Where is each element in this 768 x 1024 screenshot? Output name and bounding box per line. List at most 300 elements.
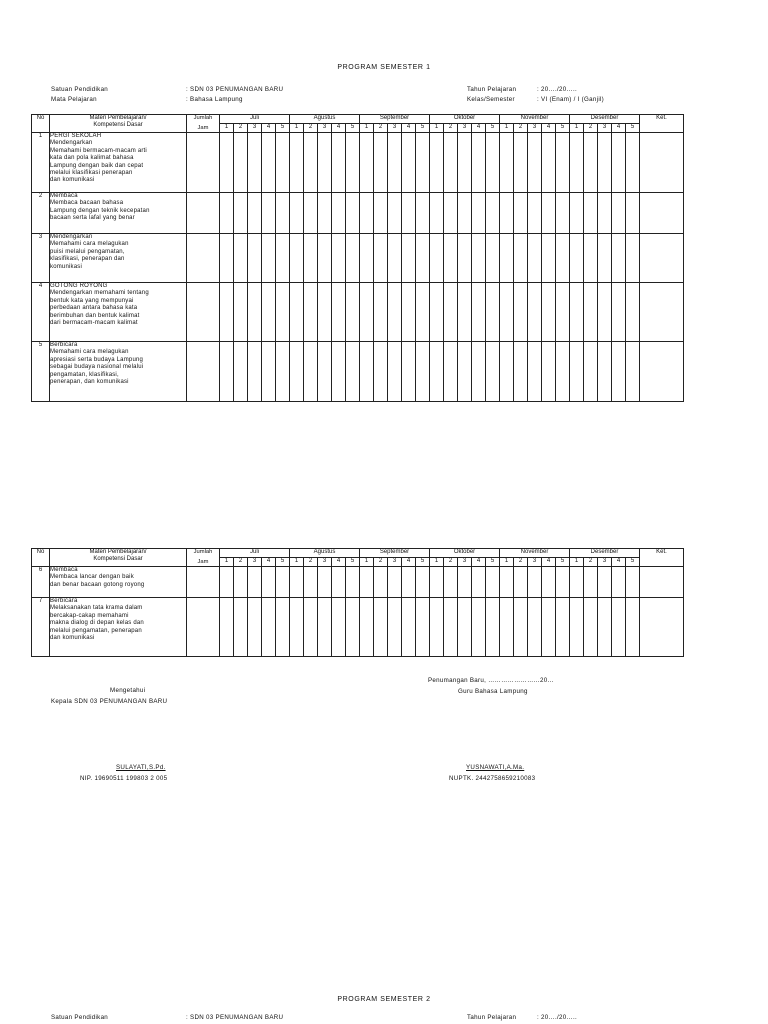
week-cell	[528, 598, 542, 657]
materi-line: melalui pengamatan, penerapan	[50, 627, 142, 634]
materi-line: penerapan, dan komunikasi	[50, 379, 129, 386]
week-cell	[486, 567, 500, 598]
week-cell	[626, 567, 640, 598]
week-cell	[248, 283, 262, 342]
week-cell	[556, 598, 570, 657]
mapel-label: Mata Pelajaran	[51, 96, 97, 103]
week-cell	[444, 133, 458, 193]
header-week: 1	[360, 558, 374, 567]
materi-line: dan komunikasi	[50, 177, 95, 184]
week-cell	[388, 567, 402, 598]
week-cell	[556, 567, 570, 598]
guru-name: YUSNAWATI,A.Ma.	[466, 764, 525, 771]
materi-line: Memahami bermacam-macam arti	[50, 147, 147, 154]
week-cell	[626, 133, 640, 193]
week-cell	[598, 598, 612, 657]
week-cell	[416, 234, 430, 283]
row-materi	[50, 567, 187, 598]
week-cell	[556, 193, 570, 234]
week-cell	[318, 234, 332, 283]
week-cell	[402, 283, 416, 342]
week-cell	[444, 342, 458, 402]
week-cell	[360, 283, 374, 342]
header-week: 1	[500, 558, 514, 567]
guru-title: Guru Bahasa Lampung	[458, 688, 528, 695]
row-materi	[50, 283, 187, 342]
materi-line: Memahami cara melagukan	[50, 241, 129, 248]
week-cell	[612, 598, 626, 657]
week-cell	[612, 193, 626, 234]
table-row	[32, 193, 684, 234]
week-cell	[556, 283, 570, 342]
week-cell	[598, 193, 612, 234]
row-materi	[50, 234, 187, 283]
header-jumlah-jam	[187, 115, 220, 133]
header-week: 3	[388, 124, 402, 133]
kelas-label: Kelas/Semester	[467, 96, 515, 103]
week-cell	[360, 234, 374, 283]
week-cell	[276, 567, 290, 598]
materi-line: Berbicara	[50, 598, 78, 604]
materi-line: bentuk kata yang mempunyai	[50, 297, 134, 304]
week-cell	[416, 193, 430, 234]
week-cell	[486, 598, 500, 657]
week-cell	[584, 193, 598, 234]
header-week: 2	[584, 558, 598, 567]
header-week: 3	[458, 124, 472, 133]
week-cell	[528, 133, 542, 193]
row-jam	[187, 567, 220, 598]
week-cell	[472, 567, 486, 598]
header-week: 3	[388, 558, 402, 567]
header-month: Oktober	[430, 549, 500, 558]
week-cell	[430, 567, 444, 598]
week-cell	[528, 234, 542, 283]
row-number: 7	[32, 598, 50, 657]
row-number: 3	[32, 234, 50, 283]
week-cell	[262, 193, 276, 234]
week-cell	[626, 193, 640, 234]
header-week: 5	[346, 558, 360, 567]
header-week: 4	[612, 558, 626, 567]
week-cell	[374, 133, 388, 193]
week-cell	[248, 133, 262, 193]
week-cell	[486, 283, 500, 342]
header-materi-line1: Materi Pembelajaran/	[89, 115, 147, 121]
week-cell	[248, 567, 262, 598]
header-week: 5	[276, 124, 290, 133]
week-cell	[234, 567, 248, 598]
row-ket	[640, 342, 684, 402]
place-date: Penumangan Baru, ……………………20…	[428, 677, 555, 684]
materi-line: Lampung dengan teknik kecepatan	[50, 207, 150, 214]
week-cell	[626, 342, 640, 402]
week-cell	[318, 567, 332, 598]
week-cell	[570, 598, 584, 657]
week-cell	[276, 234, 290, 283]
week-cell	[458, 283, 472, 342]
header-materi	[50, 115, 187, 133]
row-jam	[187, 283, 220, 342]
header-month: September	[360, 549, 430, 558]
schedule-table-semester1	[31, 114, 684, 402]
header-week: 4	[472, 558, 486, 567]
week-cell	[458, 567, 472, 598]
week-cell	[570, 133, 584, 193]
week-cell	[486, 234, 500, 283]
materi-line: Mendengarkan	[50, 140, 93, 147]
week-cell	[374, 598, 388, 657]
materi-line: GOTONG ROYONG	[50, 283, 108, 289]
week-cell	[332, 342, 346, 402]
week-cell	[472, 234, 486, 283]
row-number: 5	[32, 342, 50, 402]
header-month: Agustus	[290, 115, 360, 124]
row-number: 2	[32, 193, 50, 234]
mengetahui-label: Mengetahui	[110, 687, 146, 694]
header-row-months	[32, 549, 684, 558]
tahun-value: : 20…./20…..	[537, 86, 578, 93]
week-cell	[584, 342, 598, 402]
materi-line: puisi melalui pengamatan,	[50, 248, 125, 255]
header-week: 4	[332, 124, 346, 133]
week-cell	[290, 598, 304, 657]
kepala-nip: NIP. 19690511 199803 2 005	[80, 775, 168, 782]
materi-line: Mendengarkan	[50, 234, 93, 240]
kepala-title: Kepala SDN 03 PENUMANGAN BARU	[51, 698, 168, 705]
week-cell	[458, 234, 472, 283]
week-cell	[374, 234, 388, 283]
row-materi	[50, 342, 187, 402]
week-cell	[458, 133, 472, 193]
week-cell	[528, 283, 542, 342]
week-cell	[486, 342, 500, 402]
week-cell	[542, 342, 556, 402]
header-week: 3	[528, 124, 542, 133]
week-cell	[402, 133, 416, 193]
kepala-name: SULAYATI,S.Pd.	[116, 764, 166, 771]
week-cell	[360, 567, 374, 598]
row-jam	[187, 133, 220, 193]
week-cell	[248, 342, 262, 402]
week-cell	[402, 193, 416, 234]
week-cell	[570, 283, 584, 342]
week-cell	[444, 598, 458, 657]
header-week: 1	[570, 558, 584, 567]
week-cell	[444, 283, 458, 342]
week-cell	[262, 598, 276, 657]
week-cell	[374, 567, 388, 598]
week-cell	[556, 342, 570, 402]
header-month: Juli	[220, 115, 290, 124]
week-cell	[290, 342, 304, 402]
header-week: 4	[472, 124, 486, 133]
week-cell	[220, 342, 234, 402]
week-cell	[318, 133, 332, 193]
header-month: Desember	[570, 115, 640, 124]
header-week: 2	[444, 558, 458, 567]
materi-line: kata dan pola kalimat bahasa	[50, 155, 134, 162]
materi-line: Lampung dengan baik dan cepat	[50, 162, 144, 169]
header-jumlah-jam	[187, 549, 220, 567]
week-cell	[402, 234, 416, 283]
row-number: 1	[32, 133, 50, 193]
materi-line: Membaca	[50, 567, 78, 573]
row-ket	[640, 234, 684, 283]
materi-line: Mendengarkan memahami tentang	[50, 290, 149, 297]
header-month: Oktober	[430, 115, 500, 124]
table-row	[32, 342, 684, 402]
week-cell	[290, 193, 304, 234]
materi-line: Membaca bacaan bahasa	[50, 200, 124, 207]
materi-line: bercakap-cakap memahami	[50, 612, 129, 619]
week-cell	[304, 133, 318, 193]
header-no: No	[32, 549, 50, 567]
week-cell	[346, 193, 360, 234]
week-cell	[262, 283, 276, 342]
week-cell	[262, 567, 276, 598]
week-cell	[304, 567, 318, 598]
week-cell	[514, 342, 528, 402]
week-cell	[234, 598, 248, 657]
week-cell	[626, 234, 640, 283]
header-week: 4	[402, 124, 416, 133]
header-week: 2	[234, 124, 248, 133]
header-materi-line2: Kompetensi Dasar	[93, 556, 143, 563]
week-cell	[612, 234, 626, 283]
week-cell	[220, 133, 234, 193]
materi-line: Berbicara	[50, 342, 78, 348]
week-cell	[444, 193, 458, 234]
sem2-tahun-label: Tahun Pelajaran	[467, 1014, 517, 1021]
week-cell	[458, 342, 472, 402]
week-cell	[500, 342, 514, 402]
week-cell	[430, 133, 444, 193]
week-cell	[626, 283, 640, 342]
header-week: 3	[458, 558, 472, 567]
week-cell	[542, 133, 556, 193]
header-week: 4	[542, 558, 556, 567]
kelas-value: : VI (Enam) / I (Ganjil)	[537, 96, 605, 103]
header-week: 2	[584, 124, 598, 133]
header-week: 1	[220, 124, 234, 133]
week-cell	[514, 234, 528, 283]
tahun-label: Tahun Pelajaran	[467, 86, 517, 93]
header-month: Juli	[220, 549, 290, 558]
table-row	[32, 567, 684, 598]
week-cell	[570, 234, 584, 283]
table-row	[32, 234, 684, 283]
week-cell	[626, 598, 640, 657]
week-cell	[332, 283, 346, 342]
row-jam	[187, 342, 220, 402]
week-cell	[318, 598, 332, 657]
table-row	[32, 598, 684, 657]
week-cell	[234, 342, 248, 402]
header-week: 2	[234, 558, 248, 567]
table-row	[32, 133, 684, 193]
week-cell	[514, 598, 528, 657]
week-cell	[472, 193, 486, 234]
week-cell	[486, 193, 500, 234]
week-cell	[500, 234, 514, 283]
week-cell	[472, 283, 486, 342]
week-cell	[514, 283, 528, 342]
week-cell	[290, 283, 304, 342]
header-week: 5	[346, 124, 360, 133]
week-cell	[262, 133, 276, 193]
header-week: 4	[612, 124, 626, 133]
week-cell	[388, 342, 402, 402]
header-jam: Jam	[197, 559, 209, 565]
row-ket	[640, 598, 684, 657]
header-week: 2	[374, 558, 388, 567]
header-week: 1	[430, 558, 444, 567]
week-cell	[528, 342, 542, 402]
row-ket	[640, 567, 684, 598]
header-week: 5	[416, 124, 430, 133]
header-week: 4	[332, 558, 346, 567]
week-cell	[458, 598, 472, 657]
week-cell	[360, 193, 374, 234]
week-cell	[248, 193, 262, 234]
row-ket	[640, 193, 684, 234]
week-cell	[346, 283, 360, 342]
header-week: 2	[514, 558, 528, 567]
week-cell	[276, 342, 290, 402]
week-cell	[290, 567, 304, 598]
header-jumlah: Jumlah	[193, 549, 213, 555]
materi-line: Membaca	[50, 193, 78, 199]
week-cell	[598, 133, 612, 193]
week-cell	[388, 598, 402, 657]
week-cell	[374, 342, 388, 402]
topic-heading: PERGI SEKOLAH	[50, 133, 102, 139]
week-cell	[500, 283, 514, 342]
materi-line: klasifikasi, penerapan dan	[50, 256, 125, 263]
week-cell	[514, 193, 528, 234]
week-cell	[528, 567, 542, 598]
header-week: 1	[500, 124, 514, 133]
row-materi	[50, 193, 187, 234]
week-cell	[472, 133, 486, 193]
header-week: 2	[374, 124, 388, 133]
header-week: 2	[304, 558, 318, 567]
week-cell	[612, 567, 626, 598]
header-week: 5	[486, 558, 500, 567]
week-cell	[332, 598, 346, 657]
header-no: No	[32, 115, 50, 133]
materi-line: dan komunikasi	[50, 635, 95, 642]
semester2-title: PROGRAM SEMESTER 2	[337, 996, 431, 1003]
sem2-satuan-value: : SDN 03 PENUMANGAN BARU	[186, 1014, 284, 1021]
week-cell	[346, 234, 360, 283]
row-ket	[640, 283, 684, 342]
week-cell	[612, 283, 626, 342]
materi-line: Melaksanakan tata krama dalam	[50, 605, 143, 612]
header-week: 3	[248, 558, 262, 567]
row-number: 6	[32, 567, 50, 598]
week-cell	[276, 598, 290, 657]
week-cell	[500, 193, 514, 234]
sem2-satuan-label: Satuan Pendidikan	[51, 1014, 109, 1021]
week-cell	[234, 283, 248, 342]
week-cell	[486, 133, 500, 193]
materi-line: dan benar bacaan gotong royong	[50, 581, 145, 588]
header-week: 3	[528, 558, 542, 567]
header-materi-line2: Kompetensi Dasar	[93, 122, 143, 129]
week-cell	[276, 283, 290, 342]
week-cell	[458, 193, 472, 234]
week-cell	[360, 133, 374, 193]
header-week: 1	[430, 124, 444, 133]
header-month: November	[500, 549, 570, 558]
week-cell	[500, 598, 514, 657]
week-cell	[388, 193, 402, 234]
week-cell	[584, 598, 598, 657]
week-cell	[346, 598, 360, 657]
week-cell	[220, 234, 234, 283]
week-cell	[402, 342, 416, 402]
week-cell	[234, 193, 248, 234]
header-ket: Ket.	[640, 549, 684, 567]
week-cell	[402, 567, 416, 598]
week-cell	[598, 567, 612, 598]
week-cell	[542, 234, 556, 283]
week-cell	[570, 342, 584, 402]
header-row-months	[32, 115, 684, 124]
header-week: 5	[416, 558, 430, 567]
row-materi	[50, 133, 187, 193]
week-cell	[444, 234, 458, 283]
week-cell	[234, 133, 248, 193]
week-cell	[304, 598, 318, 657]
header-week: 2	[304, 124, 318, 133]
week-cell	[612, 342, 626, 402]
table-row	[32, 283, 684, 342]
materi-line: apresiasi serta budaya Lampung	[50, 356, 144, 363]
materi-line: berimbuhan dan bentuk kalimat	[50, 312, 140, 319]
header-week: 2	[444, 124, 458, 133]
week-cell	[262, 342, 276, 402]
header-week: 5	[556, 558, 570, 567]
header-jam: Jam	[197, 125, 209, 131]
week-cell	[248, 598, 262, 657]
week-cell	[220, 283, 234, 342]
header-week: 5	[626, 558, 640, 567]
week-cell	[220, 567, 234, 598]
week-cell	[220, 193, 234, 234]
header-week: 4	[402, 558, 416, 567]
satuan-label: Satuan Pendidikan	[51, 86, 109, 93]
header-week: 3	[318, 124, 332, 133]
week-cell	[234, 234, 248, 283]
satuan-value: : SDN 03 PENUMANGAN BARU	[186, 86, 284, 93]
week-cell	[318, 283, 332, 342]
week-cell	[500, 567, 514, 598]
week-cell	[304, 193, 318, 234]
header-month: Desember	[570, 549, 640, 558]
header-week: 4	[542, 124, 556, 133]
week-cell	[430, 193, 444, 234]
header-week: 1	[290, 124, 304, 133]
materi-line: Membaca lancar dengan baik	[50, 574, 134, 581]
week-cell	[388, 133, 402, 193]
row-jam	[187, 193, 220, 234]
header-week: 5	[626, 124, 640, 133]
header-week: 2	[514, 124, 528, 133]
week-cell	[584, 567, 598, 598]
